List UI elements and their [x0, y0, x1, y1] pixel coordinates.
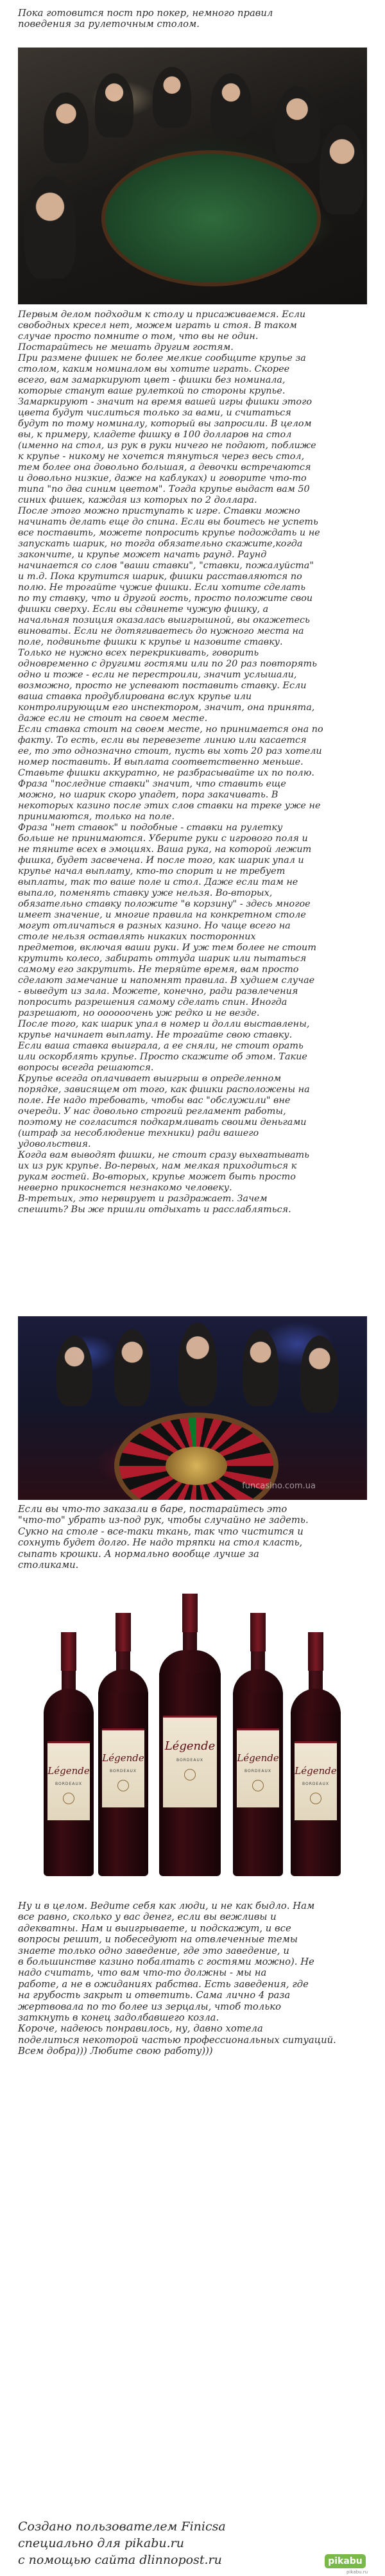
- guest-figure: [95, 73, 133, 137]
- intro-block: [0, 8, 385, 30]
- bottle-region: BORDEAUX: [55, 1782, 82, 1786]
- bar-advice-text: Если вы что-то заказали в баре, постарайтесь это "что-то" убрать из-под рук, чтобы случайно не задеть. Сукно на столе - все-таки ткань, так что чистится и сохнуть будет долго. Не надо тряпки на стол класть, сыпать крошки. А нормально вообще лучше за столиками.: [18, 1504, 309, 1571]
- guest-figure: [56, 1336, 92, 1406]
- wine-bottle: [44, 1632, 94, 1876]
- pikabu-logo[interactable]: pikabu: [325, 2554, 366, 2568]
- guest-figure: [243, 1329, 278, 1406]
- photo-watermark: funcasino.com.ua: [242, 1481, 316, 1491]
- intro-text: Пока готовится пост про покер, немного правил поведения за рулеточным столом.: [18, 8, 273, 30]
- guest-figure: [178, 1323, 217, 1406]
- bottle-region: BORDEAUX: [110, 1769, 137, 1773]
- credit-site[interactable]: специально для pikabu.ru: [18, 2536, 184, 2550]
- casino-table-photo: [18, 48, 367, 304]
- bottle-brand: Légende: [164, 1739, 216, 1753]
- guest-figure: [320, 125, 364, 214]
- pikabu-logo-caption: pikabu.ru: [346, 2570, 368, 2575]
- bottle-brand: Légende: [102, 1752, 144, 1764]
- wine-bottle: [291, 1632, 341, 1876]
- wine-bottles-image: [18, 1587, 367, 1895]
- bottle-brand: Légende: [295, 1765, 337, 1777]
- guest-figure: [300, 1336, 339, 1413]
- guest-figure: [114, 1329, 150, 1406]
- guest-figure: [44, 92, 89, 163]
- guest-figure: [275, 86, 320, 163]
- table-felt-shape: [101, 150, 321, 286]
- guest-figure: [24, 176, 76, 279]
- wine-bottle: [159, 1594, 221, 1876]
- main-rules-text: Первым делом подходим к столу и присаживаемся. Если свободных кресел нет, можем играть и стоя. В таком случае просто помните о том, что вы не один. Постарайтесь не мешать другим гостям. При размене фишек не более мелкие сообщите крупье за столом, каким номиналом вы хотите играть. Скорее всего, вам замаркируют цвет - фишки без номинала, которые станут ваше рулеткой по стороны крупье. Замаркируют - значит на время вашей игры фишки этого цвета будут числиться только за вами, и считаться будут по тому номиналу, который вы запросили. В целом вы, к примеру, кладете фишку в 100 долларов на стол (именно на стол, из рук в руки ничего не подают, поближе к крупье - никому не хочется тянуться через весь стол, тем более она довольно большая, а девочки встречаются и довольно низкие, даже на каблуках) и говорите что-то типа "по два синим цветом". Тогда крупье выдаст вам 50 синих фишек, каждая из которых по 2 доллара. После этого можно приступать к игре. Ставки можно начинать делать еще до спина. Если вы боитесь не успеть все поставить, можете попросить крупье подождать и не запускать шарик, но тогда обязательно скажите,когда закончите, и крупье может начать раунд. Раунд начинается со слов "ваши ставки", "ставки, пожалуйста" и т.д. Пока крутится шарик, фишки расставляются по полю. Не трогайте чужие фишки. Если хотите сделать по ту ставку, что и другой гость, просто положите свои фишки сверху. Если вы сдвинете чужую фишку, а начальная позиция оказалась выигрышной, вы окажетесь виноваты. Если не дотягиваетесь до нужного места на поле, подвиньте фишки к крупье и назовите ставку. Только не нужно всех перекрикивать, говорить одновременно с другими гостями или по 20 раз повторять одно и тоже - если не перестроили, значит услышали, возможно, просто не успевают поставить ставку. Если ваша ставка продублирована вслух крупье или контролирующим его инспектором, значит, она принята, даже если не стоит на своем месте. Если ставка стоит на своем месте, но принимается она по факту. То есть, если вы перевезете линию или касается ее, то это однозначно стоит, пусть вы хоть 20 раз хотели номер поставить. И выплата соответственно меньше. Ставьте фишки аккуратно, не разбрасывайте их по полю. Фраза "последние ставки" значит, что ставить еще можно, но шарик скоро упадет, пора закачивать. В некоторых казино после этих слов ставки на треке уже не принимаются, только на поле. Фраза "нет ставок" и подобные - ставки на рулетку больше не принимаются. Уберите руки с игрового поля и не тяните всех в эмоциях. Ваша рука, на которой лежит фишка, будет засвечена. И после того, как шарик упал и крупье начал выплату, кто-то спорит и не требует выплаты, так то ваше поле и стол. Даже если там не выпало, поменять ставку уже нельзя. Во-вторых, обязательно ставку положите "в корзину" - здесь многое имеет значение, и многие правила на конкретном столе могут отличаться в разных казино. Но чаще всего на столе нельзя оставлять никаких посторонних предметов, включая ваши руки. И уж тем более не стоит крутить колесо, забирать оттуда шарик или пытаться самому его закрутить. Не теряйте время, вам просто сделают замечание и напомнят правила. В худшем случае - выведут из зала. Можете, конечно, ради развлечения попросить разрешения самому сделать спин. Иногда разрешают, но оооооочень уж редко и не везде. После того, как шарик упал в номер и долли выставлены, крупье начинает выплату. Не трогайте свою ставку. Если ваша ставка выиграла, а ее сняли, не стоит орать или оскорблять крупье. Просто скажите об этом. Такие вопросы всегда решаются. Крупье всегда оплачивает выигрыш в определенном порядке, зависящем от того, как фишки расположены на поле. Не надо требовать, чтобы вас "обслужили" вне очереди. У нас довольно строгий регламент работы, поэтому не согласится подкармливать своими деньгами (штраф за несоблюдение техники) ради вашего удовольствия. Когда вам выводят фишки, не стоит сразу выхватывать их из рук крупье. Во-первых, нам мелкая приходиться к рукам гостей. Во-вторых, крупье может быть просто неверно прикоснется незнакомо человеку. В-третьих, это нервирует и раздражает. Зачем спешить? Вы же пришли отдыхать и расслабляться.: [18, 309, 323, 1215]
- roulette-wheel-photo: [18, 1316, 367, 1500]
- bottle-region: BORDEAUX: [244, 1769, 271, 1773]
- bottle-brand: Légende: [237, 1752, 279, 1764]
- footer-credits: [0, 2514, 385, 2576]
- main-rules-block: [0, 309, 385, 1215]
- closing-text: Ну и в целом. Ведите себя как люди, и не как быдло. Нам все равно, сколько у вас денег, если вы вежливы и адекватны. Нам и выигрываете, и подскажут, и все вопросы решит, и побеседуют на отвлеченные темы знаете только одно заведение, где это заведение, и в большинстве казино побалтать с гостями можно). Не надо считать, что вам что-то должны - мы на работе, а не в ожиданиях рабства. Есть заведения, где на грубость закрыт и ответить. Сама лично 4 раза жертвовала по то более из зерцалы, чтоб только заткнуть в конец задолбавшего козла. Короче, надеюсь понравилось, ну, давно хотела поделиться некоторой частью профессиональных ситуаций. Всем добра))) Любите свою работу))): [18, 1901, 336, 2057]
- closing-block: [0, 1901, 385, 2057]
- bottle-region: BORDEAUX: [302, 1782, 329, 1786]
- guest-figure: [153, 67, 191, 128]
- credit-generator[interactable]: с помощью сайта dlinnopost.ru: [18, 2553, 222, 2567]
- wine-bottle: [98, 1613, 148, 1876]
- guest-figure: [210, 73, 252, 137]
- bar-advice-block: [0, 1504, 385, 1571]
- bottle-brand: Légende: [47, 1765, 90, 1777]
- bottle-region: BORDEAUX: [176, 1758, 203, 1762]
- credit-author: Создано пользователем Finicsa: [18, 2519, 226, 2534]
- wine-bottle: [233, 1613, 283, 1876]
